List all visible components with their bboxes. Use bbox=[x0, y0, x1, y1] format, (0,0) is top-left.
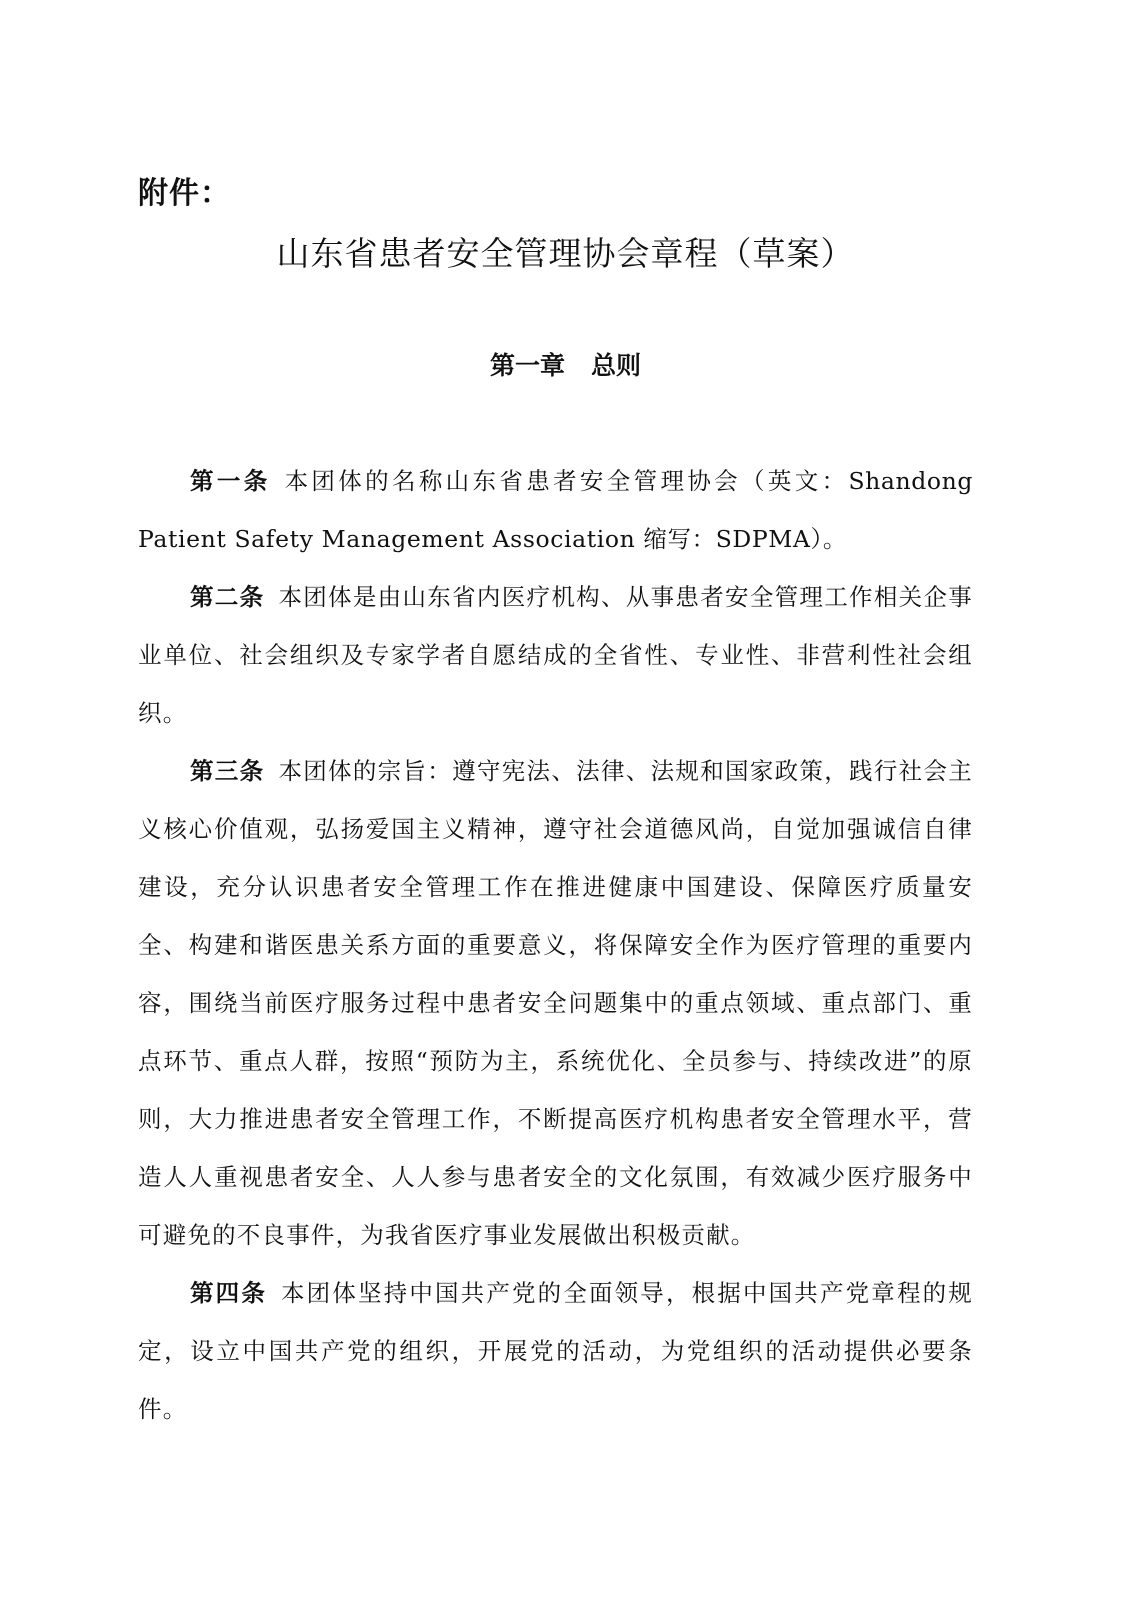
document-title: 山东省患者安全管理协会章程（草案） bbox=[276, 234, 855, 273]
article-4 bbox=[138, 1264, 973, 1438]
article-label: 第二条 bbox=[190, 583, 265, 611]
article-text: 本团体的名称山东省患者安全管理协会（英文：Shandong Patient Safety Management Association 缩写：SDPMA）。 bbox=[138, 467, 973, 553]
article-2 bbox=[138, 568, 973, 742]
chapter-number: 第一章 bbox=[489, 351, 565, 380]
article-1 bbox=[138, 452, 973, 568]
article-3 bbox=[138, 742, 973, 1264]
chapter-heading bbox=[0, 346, 1131, 382]
attachment-label: 附件： bbox=[138, 176, 231, 211]
article-text: 本团体坚持中国共产党的全面领导，根据中国共产党章程的规定，设立中国共产党的组织，开展党的活动，为党组织的活动提供必要条件。 bbox=[138, 1279, 973, 1423]
article-label: 第三条 bbox=[190, 757, 265, 785]
article-label: 第四条 bbox=[190, 1279, 267, 1307]
articles-body bbox=[138, 452, 973, 1438]
chapter-name: 总则 bbox=[591, 351, 642, 380]
article-label: 第一条 bbox=[190, 467, 271, 495]
article-text: 本团体是由山东省内医疗机构、从事患者安全管理工作相关企事业单位、社会组织及专家学者自愿结成的全省性、专业性、非营利性社会组织。 bbox=[138, 583, 973, 727]
article-text: 本团体的宗旨：遵守宪法、法律、法规和国家政策，践行社会主义核心价值观，弘扬爱国主义精神，遵守社会道德风尚，自觉加强诚信自律建设，充分认识患者安全管理工作在推进健康中国建设、保障医疗质量安全、构建和谐医患关系方面的重要意义，将保障安全作为医疗管理的重要内容，围绕当前医疗服务过程中患者安全问题集中的重点领域、重点部门、重点环节、重点人群，按照“预防为主，系统优化、全员参与、持续改进”的原则，大力推进患者安全管理工作，不断提高医疗机构患者安全管理水平，营造人人重视患者安全、人人参与患者安全的文化氛围，有效减少医疗服务中可避免的不良事件，为我省医疗事业发展做出积极贡献。 bbox=[138, 757, 973, 1249]
